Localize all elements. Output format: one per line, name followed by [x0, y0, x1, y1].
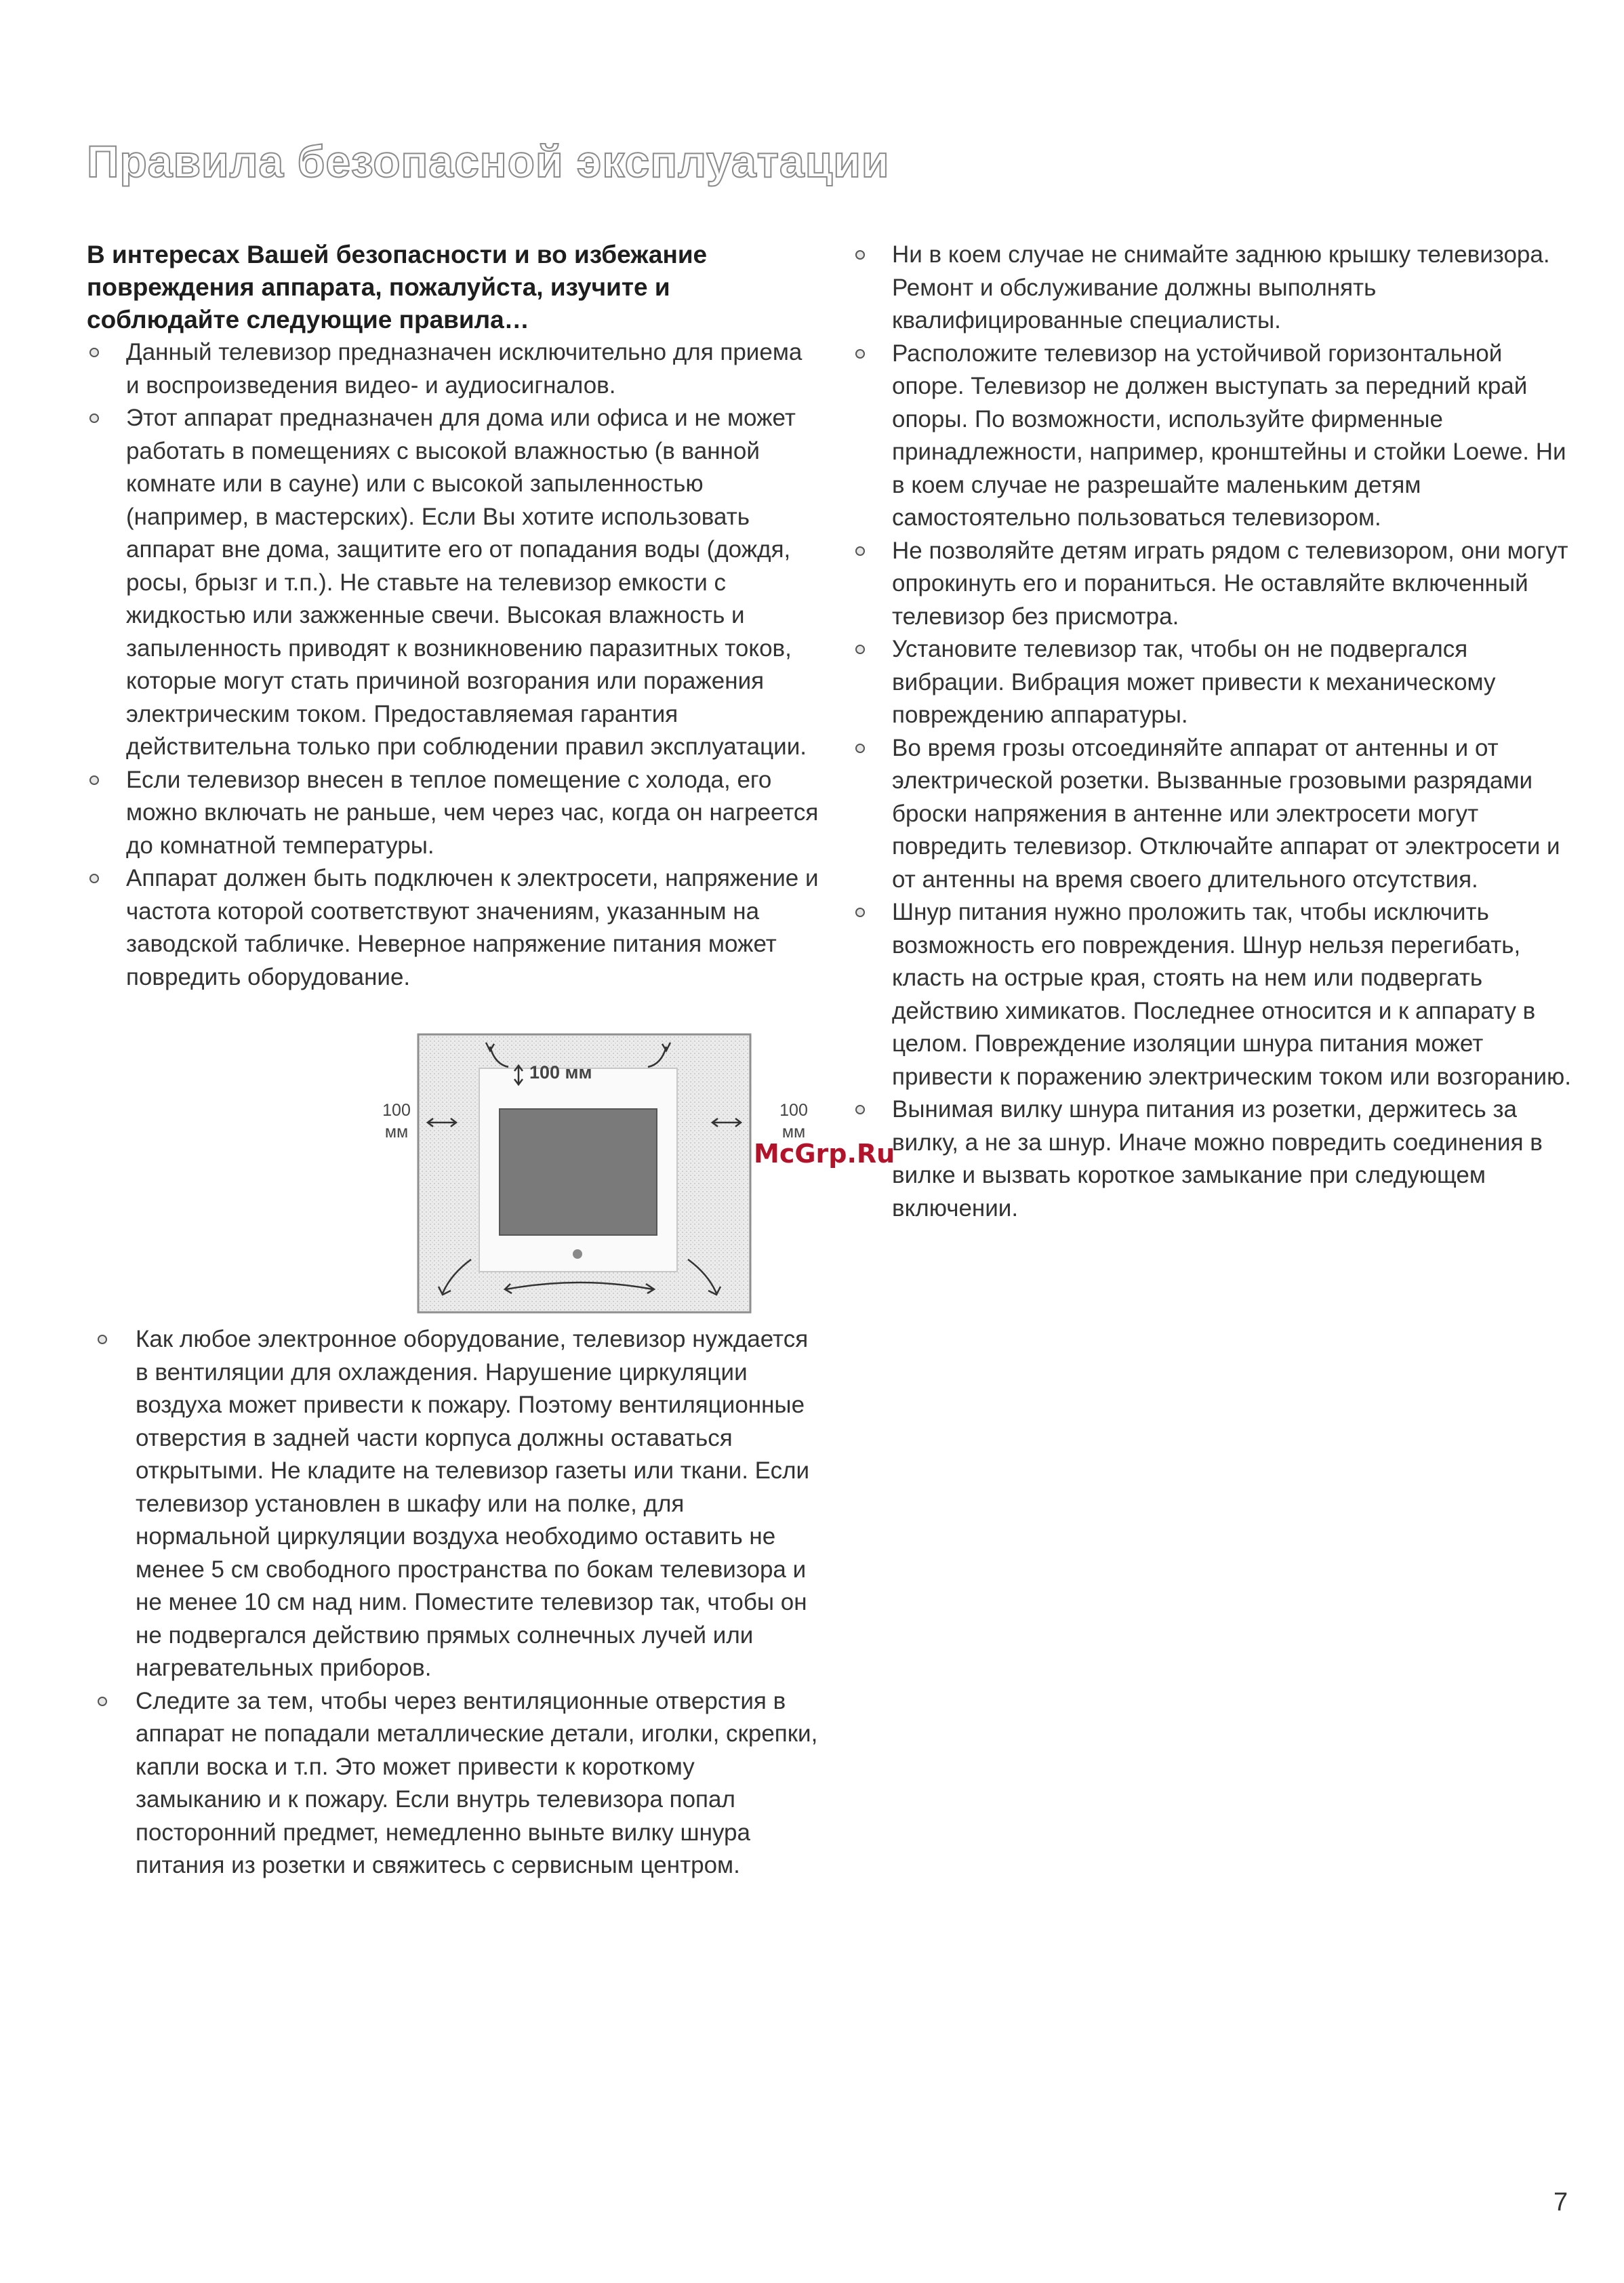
list-item: Как любое электронное оборудование, телевизор нуждается в вентиляции для охлаждения. Нарушение циркуляции воздуха может привести к пожару. Поэтому вентиляционные отверстия в задней части корпуса должны оставаться открытыми. Не кладите на телевизор газеты или ткани. Если телевизор установлен в шкафу или на полке, для нормальной циркуляции воздуха необходимо оставить не менее 5 см свободного пространства по бокам телевизора и не менее 10 см над ним. Поместите телевизор так, чтобы он не подвергался действию прямых солнечных лучей или нагревательных приборов. — [87, 1323, 819, 1685]
left-bullet-list-top — [87, 336, 819, 994]
tv-logo — [573, 1249, 582, 1259]
list-item: Этот аппарат предназначен для дома или офиса и не может работать в помещениях с высокой влажностью (в ванной комнате или в сауне) или с высокой запыленностью (например, в мастерских). Если Вы хотите использовать аппарат вне дома, защитите его от попадания воды (дождя, росы, брызг и т.п.). Не ставьте на телевизор емкости с жидкостью или зажженные свечи. Высокая влажность и запыленность приводят к возникновению паразитных токов, которые могут стать причиной возгорания или поражения электрическим током. Предоставляемая гарантия действительна только при соблюдении правил эксплуатации. — [87, 402, 819, 764]
intro-text: В интересах Вашей безопасности и во избежание повреждения аппарата, пожалуйста, изучите и соблюдайте следующие правила… — [87, 241, 708, 334]
list-item: Установите телевизор так, чтобы он не подвергался вибрации. Вибрация может привести к механическому повреждению аппаратуры. — [853, 633, 1571, 732]
page-number: 7 — [1554, 2188, 1568, 2217]
page-title: Правила безопасной эксплуатации — [87, 136, 890, 186]
bullet-icon — [855, 546, 865, 556]
right-clearance-label: 100 мм — [779, 1101, 808, 1142]
bullet-icon — [98, 1335, 107, 1344]
list-item: Аппарат должен быть подключен к электросети, напряжение и частота которой соответствуют значениям, указанным на заводской табличке. Неверное напряжение питания может повредить оборудование. — [87, 862, 819, 994]
list-item: Вынимая вилку шнура питания из розетки, держитесь за вилку, а не за шнур. Иначе можно повредить соединения в вилке и вызвать короткое замыкание при следующем включении. — [853, 1093, 1571, 1225]
list-item: Ни в коем случае не снимайте заднюю крышку телевизора. Ремонт и обслуживание должны выполнять квалифицированные специалисты. — [853, 239, 1571, 338]
left-clearance-label: 100 мм — [382, 1101, 411, 1142]
bullet-icon — [89, 348, 99, 357]
ventilation-clearance-figure — [376, 1024, 817, 1315]
bullet-icon — [855, 349, 865, 359]
bullet-icon — [89, 413, 99, 423]
tv-cabinet-illustration — [376, 1024, 817, 1315]
bullet-icon — [855, 645, 865, 654]
bullet-icon — [855, 744, 865, 753]
list-item: Не позволяйте детям играть рядом с телевизором, они могут опрокинуть его и пораниться. Не оставляйте включенный телевизор без присмотра. — [853, 535, 1571, 634]
list-item: Если телевизор внесен в теплое помещение с холода, его можно включать не раньше, чем через час, когда он нагреется до комнатной температуры. — [87, 764, 819, 863]
bullet-icon — [855, 250, 865, 260]
top-clearance-label: 100 мм — [529, 1062, 592, 1083]
list-item: Данный телевизор предназначен исключительно для приема и воспроизведения видео- и аудиосигналов. — [87, 336, 819, 402]
bullet-icon — [855, 1105, 865, 1114]
list-item: Во время грозы отсоединяйте аппарат от антенны и от электрической розетки. Вызванные грозовыми разрядами броски напряжения в антенне или электросети могут повредить телевизор. Отключайте аппарат от электросети и от антенны на время своего длительного отсутствия. — [853, 732, 1571, 897]
right-bullet-list — [853, 239, 1571, 1225]
tv-screen — [500, 1109, 657, 1235]
bullet-icon — [89, 775, 99, 785]
list-item: Шнур питания нужно проложить так, чтобы исключить возможность его повреждения. Шнур нельзя перегибать, класть на острые края, стоять на нем или подвергать действию химикатов. Последнее относится и к аппарату в целом. Повреждение изоляции шнура питания может привести к поражению электрическим током или возгоранию. — [853, 896, 1571, 1093]
bullet-icon — [855, 908, 865, 917]
left-bullet-list-bottom — [87, 1323, 819, 1882]
bullet-icon — [98, 1697, 107, 1706]
list-item: Расположите телевизор на устойчивой горизонтальной опоре. Телевизор не должен выступать за передний край опоры. По возможности, используйте фирменные принадлежности, например, кронштейны и стойки Loewe. Ни в коем случае не разрешайте маленьким детям самостоятельно пользоваться телевизором. — [853, 338, 1571, 535]
list-item: Следите за тем, чтобы через вентиляционные отверстия в аппарат не попадали металлические детали, иголки, скрепки, капли воска и т.п. Это может привести к короткому замыканию и к пожару. Если внутрь телевизора попал посторонний предмет, немедленно выньте вилку шнура питания из розетки и свяжитесь с сервисным центром. — [87, 1685, 819, 1882]
bullet-icon — [89, 874, 99, 883]
watermark: McGrp.Ru — [754, 1139, 895, 1169]
right-column — [853, 239, 1571, 1225]
